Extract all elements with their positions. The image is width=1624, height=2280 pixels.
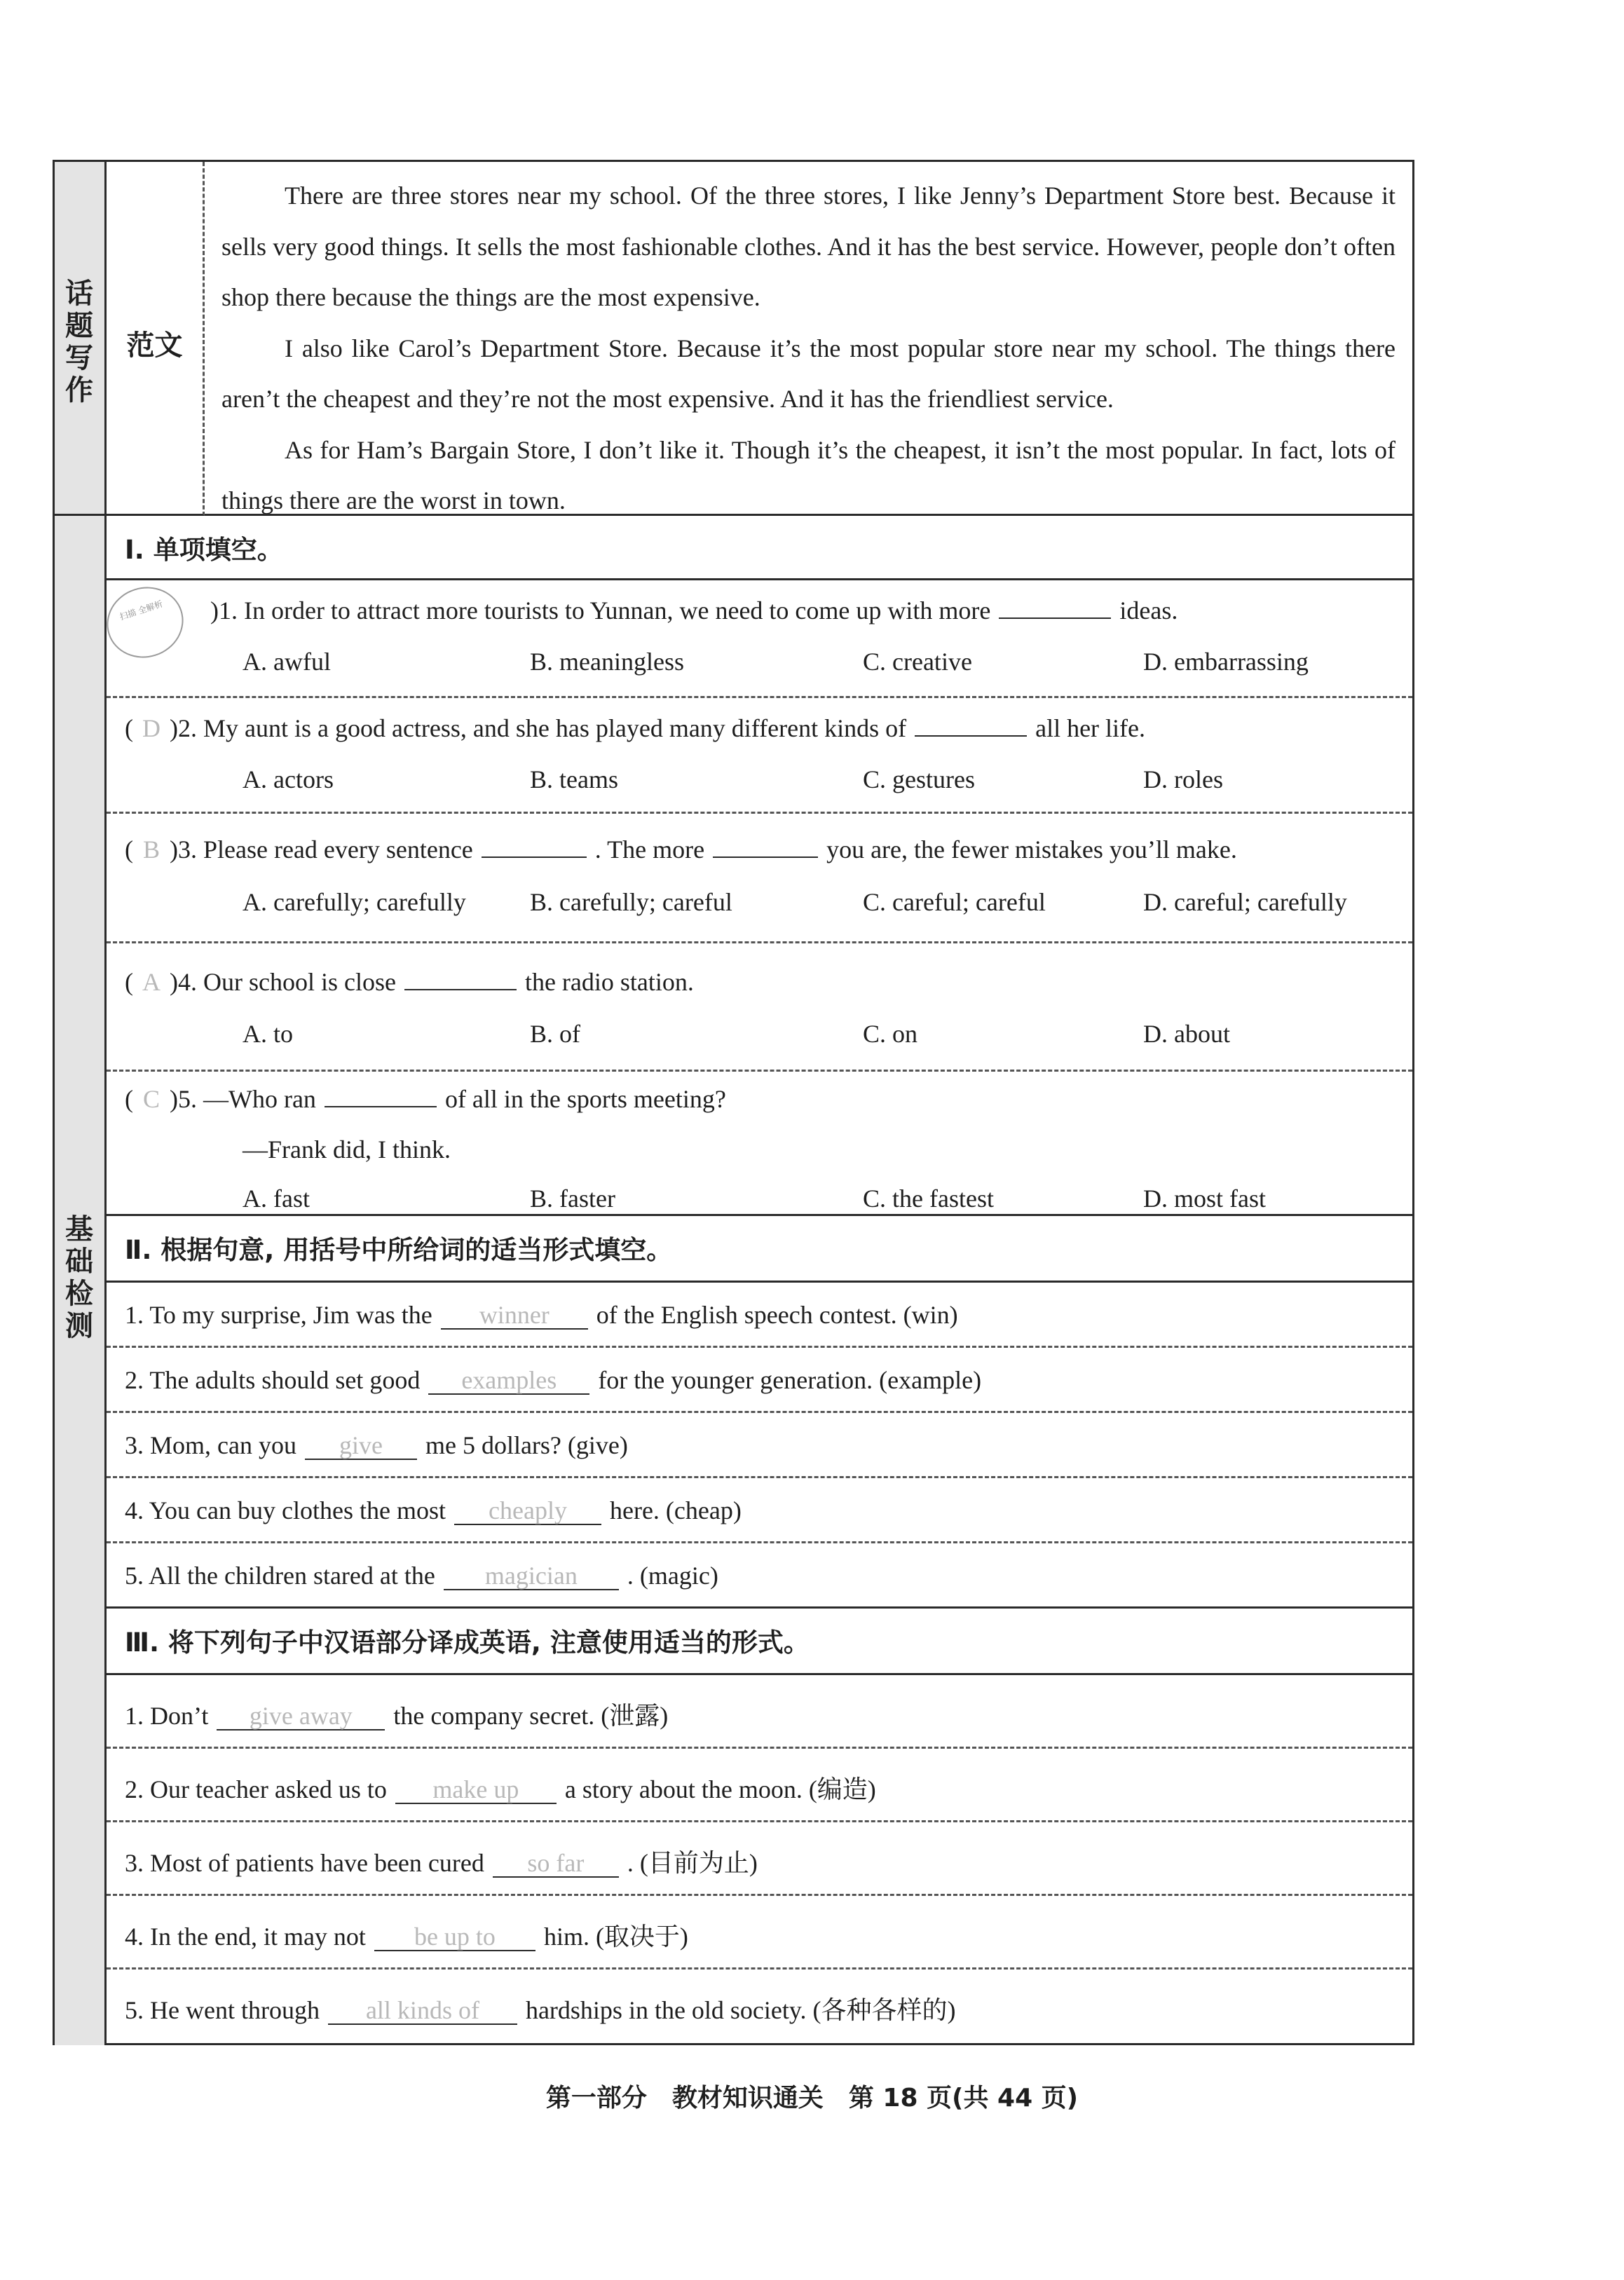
answer-blank[interactable] bbox=[999, 617, 1111, 619]
option-c[interactable]: C. careful; careful bbox=[863, 888, 1046, 916]
translate-item-2 bbox=[107, 1749, 1412, 1822]
translate-item-text bbox=[125, 1843, 758, 1879]
translate-item-5 bbox=[107, 1970, 1412, 2045]
sidebar-topic-writing bbox=[55, 162, 107, 516]
item-before: 4. In the end, it may not bbox=[125, 1923, 366, 1951]
sidebar-char: 检 bbox=[65, 1278, 93, 1310]
option-a[interactable]: A. actors bbox=[243, 765, 334, 793]
exercise-area bbox=[107, 516, 1412, 2045]
question-suffix: ideas. bbox=[1119, 596, 1178, 624]
section-2-title: Ⅱ. 根据句意, 用括号中所给词的适当形式填空。 bbox=[107, 1216, 1412, 1283]
essay-label: 范文 bbox=[126, 329, 183, 362]
translate-item-4 bbox=[107, 1896, 1412, 1970]
option-b[interactable]: B. faster bbox=[530, 1185, 615, 1213]
answer-blank[interactable] bbox=[713, 856, 818, 858]
item-after: me 5 dollars? (give) bbox=[425, 1431, 628, 1459]
option-b[interactable]: B. carefully; careful bbox=[530, 888, 732, 916]
option-c[interactable]: C. creative bbox=[863, 648, 972, 676]
item-after: hardships in the old society. (各种各样的) bbox=[525, 1996, 956, 2024]
item-before: 2. The adults should set good bbox=[125, 1366, 421, 1394]
fill-item-1 bbox=[107, 1283, 1412, 1348]
mc-question-2 bbox=[107, 698, 1412, 814]
question-suffix: you are, the fewer mistakes you’ll make. bbox=[826, 835, 1237, 863]
mc-question-3 bbox=[107, 814, 1412, 943]
item-before: 4. You can buy clothes the most bbox=[125, 1496, 446, 1524]
answer-blank[interactable]: give bbox=[305, 1432, 417, 1460]
item-after: the company secret. (泄露) bbox=[393, 1702, 669, 1730]
option-b[interactable]: B. of bbox=[530, 1020, 580, 1048]
fill-item-text bbox=[125, 1496, 742, 1525]
item-after: here. (cheap) bbox=[609, 1496, 742, 1524]
answer-paren-open: ( bbox=[125, 1085, 133, 1113]
mc-question-4 bbox=[107, 943, 1412, 1072]
answer-paren-open: ( bbox=[125, 835, 133, 863]
mc-question-text bbox=[210, 596, 1178, 625]
answer-blank[interactable] bbox=[325, 1106, 437, 1107]
item-after: . (目前为止) bbox=[627, 1849, 758, 1877]
item-before: 2. Our teacher asked us to bbox=[125, 1775, 387, 1803]
essay-paragraph: There are three stores near my school. Of the three stores, I like Jenny’s Department Store best. Because it sells very good things. It sells the most fashionable clothes. And it has the best service. However, people don’t often shop there because the things are the most expensive. bbox=[221, 182, 1396, 311]
essay-paragraph: I also like Carol’s Department Store. Because it’s the most popular store near my school. The things there aren’t the cheapest and they’re not the most expensive. And it has the friendliest service. bbox=[221, 334, 1396, 413]
translate-item-3 bbox=[107, 1822, 1412, 1896]
translate-item-text bbox=[125, 1696, 668, 1732]
answer-blank[interactable]: examples bbox=[428, 1367, 589, 1395]
question-mid: . The more bbox=[594, 835, 705, 863]
option-a[interactable]: A. carefully; carefully bbox=[243, 888, 466, 916]
question-suffix: of all in the sports meeting? bbox=[444, 1085, 726, 1113]
sidebar-char: 测 bbox=[65, 1310, 93, 1342]
answer-blank[interactable] bbox=[482, 856, 587, 858]
translate-item-text bbox=[125, 1770, 876, 1805]
sidebar-topic-writing-label bbox=[55, 278, 104, 407]
sidebar-char: 作 bbox=[65, 374, 93, 407]
question-reply: —Frank did, I think. bbox=[243, 1135, 451, 1163]
option-c[interactable]: C. the fastest bbox=[863, 1185, 994, 1213]
model-essay bbox=[205, 162, 1412, 516]
section-3-title: Ⅲ. 将下列句子中汉语部分译成英语, 注意使用适当的形式。 bbox=[107, 1609, 1412, 1675]
translate-item-text bbox=[125, 1917, 688, 1953]
answer-choice[interactable]: C bbox=[142, 1085, 160, 1113]
mc-question-text bbox=[125, 1084, 726, 1114]
answer-blank[interactable]: winner bbox=[441, 1302, 588, 1330]
item-before: 1. Don’t bbox=[125, 1702, 209, 1730]
option-d[interactable]: D. embarrassing bbox=[1143, 648, 1309, 676]
item-before: 5. He went through bbox=[125, 1996, 320, 2024]
option-d[interactable]: D. most fast bbox=[1143, 1185, 1266, 1213]
question-prefix: )1. In order to attract more tourists to Yunnan, we need to come up with more bbox=[210, 596, 991, 624]
fill-item-4 bbox=[107, 1478, 1412, 1543]
question-prefix: )2. My aunt is a good actress, and she has played many different kinds of bbox=[170, 714, 907, 742]
option-c[interactable]: C. on bbox=[863, 1020, 918, 1048]
sidebar-char: 础 bbox=[65, 1245, 93, 1278]
mc-question-text bbox=[125, 714, 1145, 743]
item-after: . (magic) bbox=[627, 1562, 718, 1590]
fill-item-3 bbox=[107, 1413, 1412, 1478]
answer-blank[interactable]: give away bbox=[217, 1702, 385, 1731]
option-d[interactable]: D. about bbox=[1143, 1020, 1230, 1048]
answer-paren-open: ( bbox=[125, 714, 133, 742]
answer-blank[interactable]: magician bbox=[444, 1562, 619, 1590]
fill-item-text bbox=[125, 1300, 958, 1330]
fill-item-5 bbox=[107, 1543, 1412, 1609]
page-footer: 第一部分 教材知识通关 第 18 页(共 44 页) bbox=[545, 2084, 1079, 2112]
mc-question-5 bbox=[107, 1072, 1412, 1216]
answer-blank[interactable]: cheaply bbox=[454, 1497, 601, 1525]
answer-blank[interactable] bbox=[404, 989, 517, 990]
worksheet bbox=[53, 160, 1414, 2045]
option-d[interactable]: D. careful; carefully bbox=[1143, 888, 1347, 916]
fill-item-text bbox=[125, 1365, 981, 1395]
item-before: 3. Most of patients have been cured bbox=[125, 1849, 484, 1877]
item-after: of the English speech contest. (win) bbox=[596, 1301, 958, 1329]
item-before: 5. All the children stared at the bbox=[125, 1562, 435, 1590]
option-a[interactable]: A. fast bbox=[243, 1185, 310, 1213]
item-before: 3. Mom, can you bbox=[125, 1431, 296, 1459]
question-suffix: all her life. bbox=[1035, 714, 1146, 742]
item-after: a story about the moon. (编造) bbox=[564, 1775, 876, 1803]
essay-label-cell bbox=[107, 162, 205, 516]
answer-blank[interactable] bbox=[915, 735, 1027, 737]
answer-paren-open: ( bbox=[125, 968, 133, 996]
fill-item-2 bbox=[107, 1348, 1412, 1413]
question-prefix: )3. Please read every sentence bbox=[170, 835, 473, 863]
option-a[interactable]: A. to bbox=[243, 1020, 293, 1048]
translate-item-1 bbox=[107, 1675, 1412, 1749]
question-prefix: )4. Our school is close bbox=[170, 968, 396, 996]
mc-question-text bbox=[125, 967, 694, 997]
sidebar-char: 题 bbox=[65, 310, 93, 342]
sidebar-char: 基 bbox=[65, 1213, 93, 1245]
option-a[interactable]: A. awful bbox=[243, 648, 331, 676]
answer-choice[interactable]: D bbox=[142, 714, 161, 742]
option-d[interactable]: D. roles bbox=[1143, 765, 1223, 793]
sidebar-basic-test-label bbox=[55, 1213, 104, 1342]
mc-question-1 bbox=[107, 580, 1412, 698]
answer-blank[interactable]: make up bbox=[395, 1776, 557, 1804]
essay-paragraph: As for Ham’s Bargain Store, I don’t like it. Though it’s the cheapest, it isn’t the most popular. In fact, lots of things there are the worst in town. bbox=[221, 435, 1396, 514]
question-suffix: the radio station. bbox=[524, 968, 694, 996]
answer-blank[interactable]: all kinds of bbox=[328, 1997, 517, 2025]
fill-item-text bbox=[125, 1561, 718, 1590]
option-b[interactable]: B. meaningless bbox=[530, 648, 684, 676]
sidebar-basic-test bbox=[55, 516, 107, 2045]
section-1-title: Ⅰ. 单项填空。 bbox=[107, 516, 1412, 580]
question-prefix: )5. —Who ran bbox=[170, 1085, 316, 1113]
answer-blank[interactable]: so far bbox=[493, 1850, 619, 1878]
answer-choice[interactable]: B bbox=[142, 835, 160, 863]
item-after: him. (取决于) bbox=[543, 1923, 688, 1951]
option-c[interactable]: C. gestures bbox=[863, 765, 975, 793]
item-after: for the younger generation. (example) bbox=[598, 1366, 982, 1394]
mc-question-text bbox=[125, 835, 1237, 864]
translate-item-text bbox=[125, 1991, 956, 2026]
sidebar-char: 写 bbox=[65, 342, 93, 374]
option-b[interactable]: B. teams bbox=[530, 765, 618, 793]
sidebar-char: 话 bbox=[65, 278, 93, 310]
item-before: 1. To my surprise, Jim was the bbox=[125, 1301, 432, 1329]
qr-stamp-icon: 扫描 全解析 bbox=[97, 577, 193, 667]
answer-choice[interactable]: A bbox=[142, 968, 161, 996]
fill-item-text bbox=[125, 1431, 628, 1460]
answer-blank[interactable]: be up to bbox=[374, 1923, 535, 1951]
